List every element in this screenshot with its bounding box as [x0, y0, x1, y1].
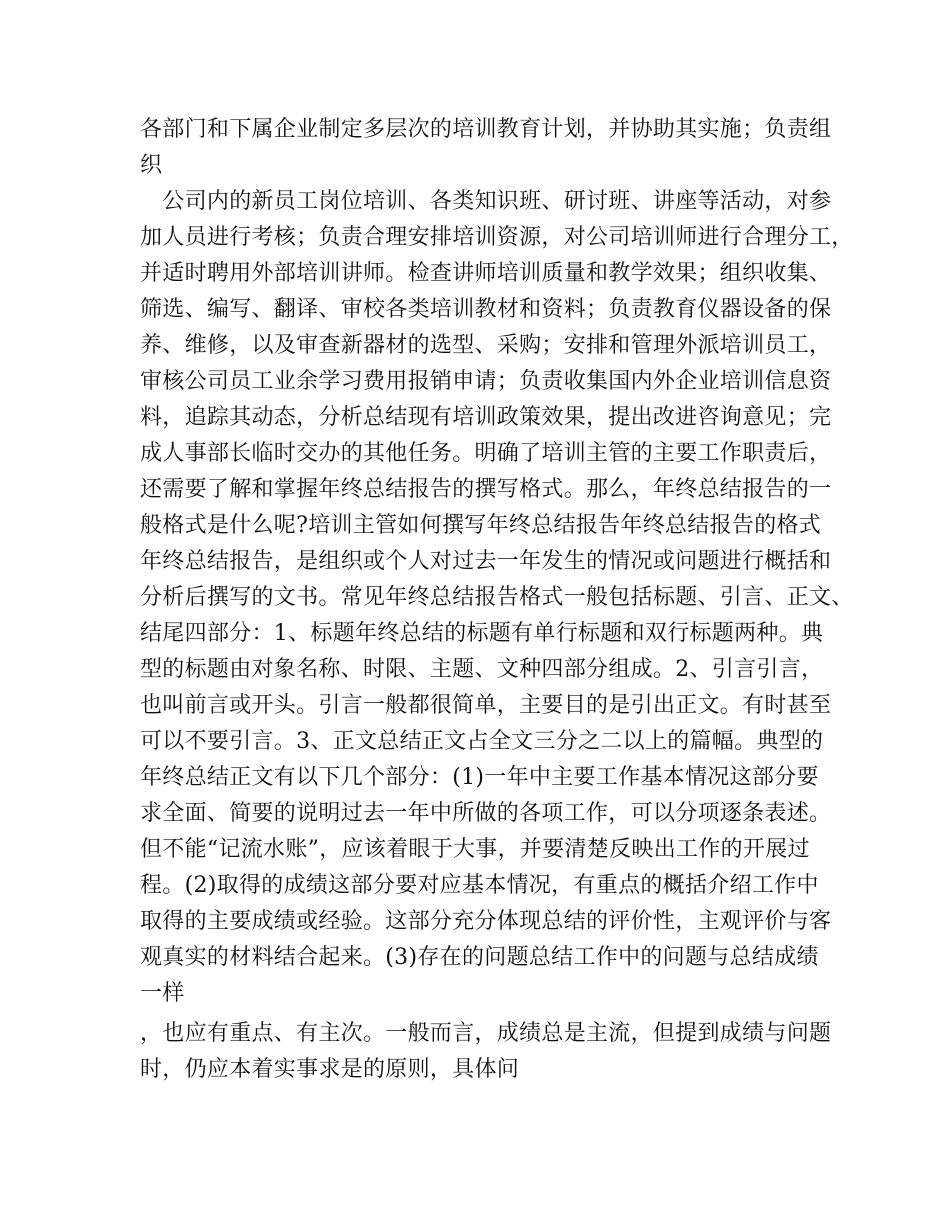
text-line: 结尾四部分：1、标题年终总结的标题有单行标题和双行标题两种。典 [140, 621, 824, 646]
text-line: 筛选、编写、翻译、审校各类培训教材和资料；负责教育仪器设备的保 [140, 297, 832, 322]
text-line: 取得的主要成绩或经验。这部分充分体现总结的评价性，主观评价与客 [140, 909, 832, 934]
text-line: 可以不要引言。3、正文总结正文占全文三分之二以上的篇幅。典型的 [140, 729, 824, 754]
text-line: 程。(2)取得的成绩这部分要对应基本情况，有重点的概括介绍工作中 [140, 873, 819, 898]
text-line: 型的标题由对象名称、时限、主题、文种四部分组成。2、引言引言， [140, 657, 824, 682]
paragraph [140, 184, 854, 1012]
text-line: 也叫前言或开头。引言一般都很简单，主要目的是引出正文。有时甚至 [140, 693, 832, 718]
text-line: 织 [140, 153, 163, 178]
text-line: 料，追踪其动态，分析总结现有培训政策效果，提出改进咨询意见；完 [140, 405, 832, 430]
text-line: 并适时聘用外部培训讲师。检查讲师培训质量和教学效果；组织收集、 [140, 261, 832, 286]
text-line: 养、维修，以及审查新器材的选型、采购；安排和管理外派培训员工， [140, 333, 832, 358]
text-line: 一样 [140, 981, 185, 1006]
text-line: 般格式是什么呢?培训主管如何撰写年终总结报告年终总结报告的格式 [140, 513, 822, 538]
text-line: 各部门和下属企业制定多层次的培训教育计划，并协助其实施；负责组 [140, 117, 832, 142]
text-line: 成人事部长临时交办的其他任务。明确了培训主管的主要工作职责后， [140, 441, 832, 466]
text-line: 但不能“记流水账”，应该着眼于大事，并要清楚反映出工作的开展过 [140, 837, 810, 862]
text-line: 加人员进行考核；负责合理安排培训资源，对公司培训师进行合理分工， [140, 225, 854, 250]
text-line: 公司内的新员工岗位培训、各类知识班、研讨班、讲座等活动，对参 [140, 189, 832, 214]
text-line: 观真实的材料结合起来。(3)存在的问题总结工作中的问题与总结成绩 [140, 945, 819, 970]
text-line: 还需要了解和掌握年终总结报告的撰写格式。那么，年终总结报告的一 [140, 477, 832, 502]
text-line: 审核公司员工业余学习费用报销申请；负责收集国内外企业培训信息资 [140, 369, 832, 394]
text-line: 分析后撰写的文书。常见年终总结报告格式一般包括标题、引言、正文、 [140, 585, 854, 610]
text-line: 求全面、简要的说明过去一年中所做的各项工作，可以分项逐条表述。 [140, 801, 832, 826]
paragraph [140, 1016, 830, 1088]
paragraph [140, 112, 830, 184]
text-line: 年终总结正文有以下几个部分：(1)一年中主要工作基本情况这部分要 [140, 765, 819, 790]
text-line: ，也应有重点、有主次。一般而言，成绩总是主流，但提到成绩与问题 [140, 1021, 832, 1046]
text-line: 年终总结报告，是组织或个人对过去一年发生的情况或问题进行概括和 [140, 549, 832, 574]
text-line: 时，仍应本着实事求是的原则，具体问 [140, 1057, 520, 1082]
